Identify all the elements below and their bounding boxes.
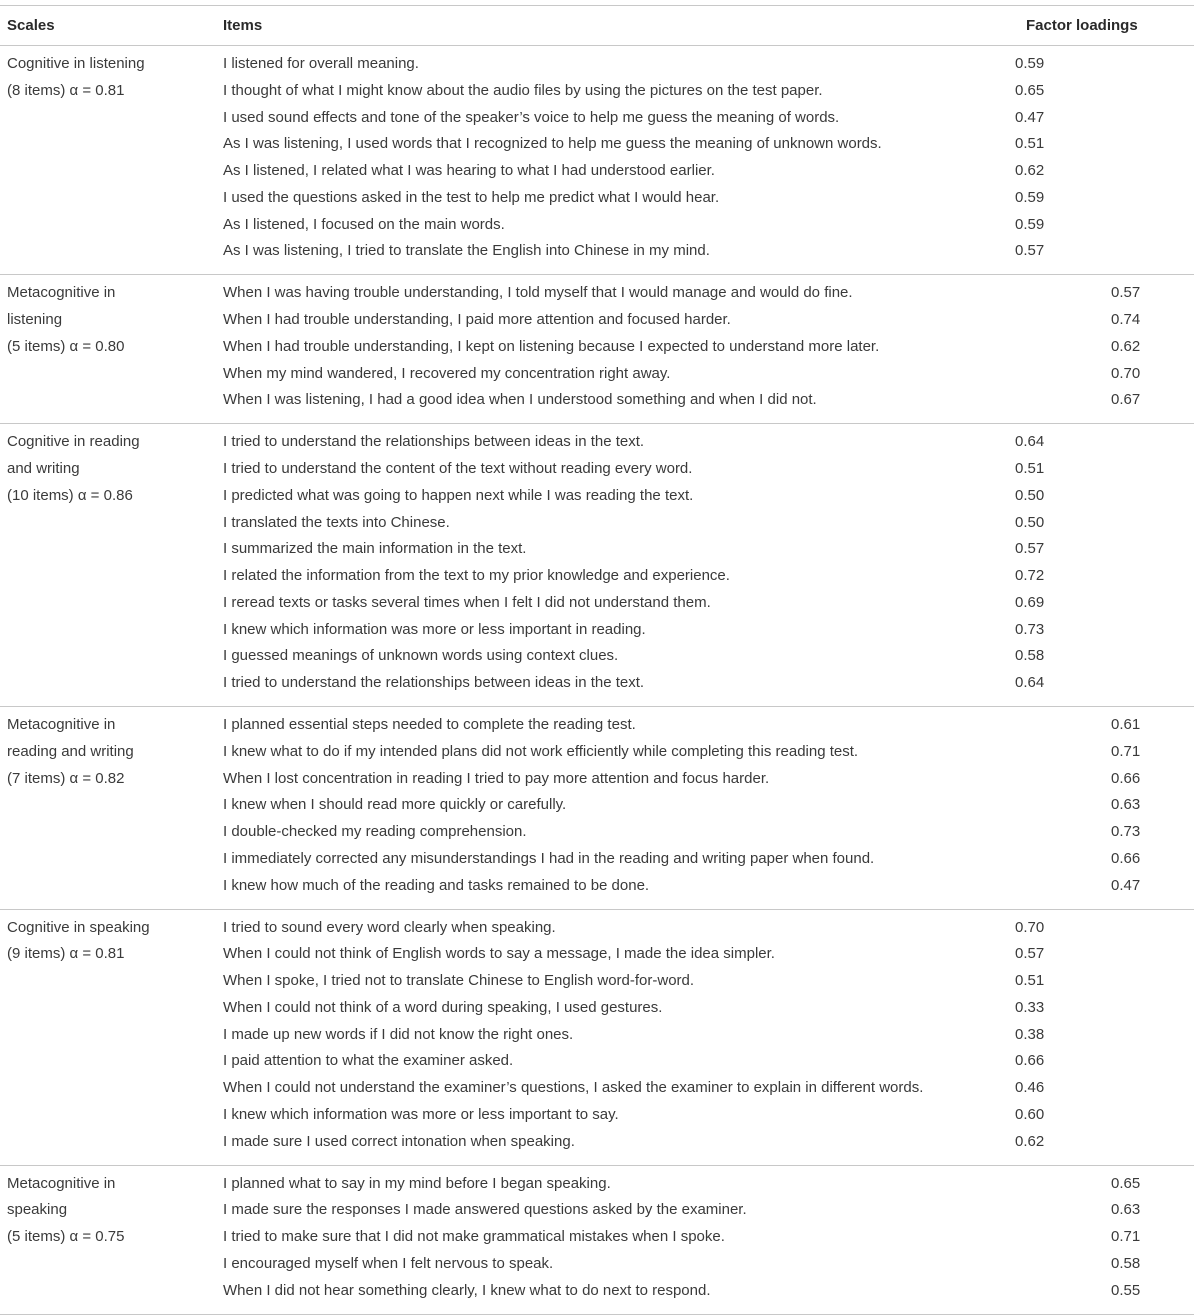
- header-scales: Scales: [7, 17, 55, 34]
- item-text: When I could not think of a word during speaking, I used gestures.: [223, 998, 663, 1016]
- header-items: Items: [223, 17, 263, 34]
- factor-loading-value: 0.73: [1015, 620, 1045, 638]
- factor-loading-value: 0.62: [1015, 162, 1045, 179]
- scale-label-line: Cognitive in reading: [7, 433, 140, 451]
- item-text: I used the questions asked in the test to help me predict what I would hear.: [223, 188, 720, 206]
- item-text: As I listened, I related what I was hearing to what I had understood earlier.: [223, 162, 715, 179]
- factor-loading-value: 0.55: [1111, 1281, 1141, 1299]
- factor-loading-value: 0.62: [1015, 1132, 1045, 1150]
- factor-loading-value: 0.50: [1015, 513, 1045, 531]
- factor-loading-value: 0.71: [1111, 742, 1141, 760]
- item-text: I knew which information was more or less important in reading.: [223, 620, 646, 638]
- factor-loading-value: 0.64: [1015, 674, 1045, 691]
- factor-loading-value: 0.60: [1015, 1105, 1045, 1123]
- scale-label-line: (5 items) α = 0.80: [7, 337, 125, 355]
- group-divider: [0, 1165, 1194, 1166]
- item-text: When I could not think of English words to say a message, I made the idea simpler.: [223, 945, 775, 963]
- factor-loading-value: 0.51: [1015, 460, 1045, 477]
- item-text: As I was listening, I used words that I recognized to help me guess the meaning of unknown words.: [223, 135, 882, 153]
- scale-label-line: (8 items) α = 0.81: [7, 81, 125, 99]
- header-factor-loadings: Factor loadings: [1026, 17, 1138, 34]
- item-text: I summarized the main information in the text.: [223, 540, 527, 558]
- factor-loading-value: 0.50: [1015, 486, 1045, 504]
- factor-loading-value: 0.33: [1015, 998, 1045, 1016]
- group-divider: [0, 909, 1194, 910]
- factor-loading-value: 0.47: [1111, 876, 1141, 894]
- factor-loading-value: 0.59: [1015, 55, 1045, 72]
- item-text: I reread texts or tasks several times when I felt I did not understand them.: [223, 593, 711, 611]
- factor-loading-value: 0.51: [1015, 972, 1045, 989]
- item-text: As I was listening, I tried to translate the English into Chinese in my mind.: [223, 242, 710, 260]
- item-text: When I had trouble understanding, I kept on listening because I expected to understand more later.: [223, 337, 880, 355]
- scale-label-line: (5 items) α = 0.75: [7, 1228, 125, 1245]
- item-text: I tried to understand the relationships between ideas in the text.: [223, 674, 645, 691]
- scale-label-line: reading and writing: [7, 742, 134, 760]
- item-text: When I did not hear something clearly, I knew what to do next to respond.: [223, 1281, 711, 1299]
- factor-loading-value: 0.61: [1111, 716, 1141, 733]
- scale-label-line: Metacognitive in: [7, 716, 116, 733]
- factor-loading-value: 0.65: [1111, 1174, 1141, 1192]
- factor-loading-value: 0.59: [1015, 188, 1045, 206]
- factor-loading-value: 0.71: [1111, 1228, 1141, 1245]
- group-divider: [0, 423, 1194, 424]
- factor-loading-value: 0.46: [1015, 1079, 1045, 1096]
- factor-loading-value: 0.57: [1015, 540, 1045, 558]
- factor-loading-value: 0.66: [1015, 1052, 1045, 1070]
- table-top-rule: [0, 5, 1194, 6]
- scale-label-line: Metacognitive in: [7, 284, 116, 302]
- factor-loading-value: 0.58: [1111, 1254, 1141, 1272]
- item-text: I knew what to do if my intended plans did not work efficiently while completing this reading test.: [223, 742, 859, 760]
- item-text: I used sound effects and tone of the speaker’s voice to help me guess the meaning of words.: [223, 108, 840, 126]
- group-divider: [0, 706, 1194, 707]
- item-text: I double-checked my reading comprehension.: [223, 823, 527, 840]
- group-divider: [0, 274, 1194, 275]
- item-text: I tried to understand the relationships between ideas in the text.: [223, 433, 645, 451]
- item-text: I predicted what was going to happen next while I was reading the text.: [223, 486, 694, 504]
- item-text: I tried to make sure that I did not make grammatical mistakes when I spoke.: [223, 1228, 725, 1245]
- scale-label-line: and writing: [7, 460, 80, 477]
- item-text: As I listened, I focused on the main words.: [223, 215, 505, 233]
- item-text: I translated the texts into Chinese.: [223, 513, 450, 531]
- item-text: When I spoke, I tried not to translate Chinese to English word-for-word.: [223, 972, 695, 989]
- item-text: I immediately corrected any misunderstandings I had in the reading and writing paper when found.: [223, 849, 875, 867]
- item-text: I tried to sound every word clearly when speaking.: [223, 918, 556, 936]
- item-text: I tried to understand the content of the text without reading every word.: [223, 460, 693, 477]
- factor-loading-value: 0.65: [1015, 81, 1045, 99]
- item-text: I made sure I used correct intonation when speaking.: [223, 1132, 575, 1150]
- item-text: When I could not understand the examiner’s questions, I asked the examiner to explain in different words.: [223, 1079, 924, 1096]
- factor-loading-value: 0.66: [1111, 849, 1141, 867]
- factor-loading-value: 0.69: [1015, 593, 1045, 611]
- item-text: I planned what to say in my mind before I began speaking.: [223, 1174, 611, 1192]
- item-text: I made sure the responses I made answered questions asked by the examiner.: [223, 1201, 747, 1219]
- item-text: I thought of what I might know about the audio files by using the pictures on the test paper.: [223, 81, 823, 99]
- scale-label-line: (7 items) α = 0.82: [7, 769, 125, 787]
- item-text: When I lost concentration in reading I tried to pay more attention and focus harder.: [223, 769, 770, 787]
- scale-label-line: Cognitive in listening: [7, 55, 145, 72]
- item-text: I listened for overall meaning.: [223, 55, 419, 72]
- item-text: I knew which information was more or less important to say.: [223, 1105, 619, 1123]
- item-text: I encouraged myself when I felt nervous to speak.: [223, 1254, 554, 1272]
- scale-label-line: Cognitive in speaking: [7, 918, 150, 936]
- factor-loading-value: 0.51: [1015, 135, 1045, 153]
- item-text: I paid attention to what the examiner asked.: [223, 1052, 514, 1070]
- item-text: When I had trouble understanding, I paid more attention and focused harder.: [223, 311, 731, 328]
- factor-loading-value: 0.57: [1111, 284, 1141, 302]
- item-text: I made up new words if I did not know the right ones.: [223, 1025, 574, 1043]
- factor-loading-value: 0.67: [1111, 391, 1141, 409]
- factor-loading-value: 0.64: [1015, 433, 1045, 451]
- item-text: I planned essential steps needed to complete the reading test.: [223, 716, 636, 733]
- factor-loading-value: 0.62: [1111, 337, 1141, 355]
- factor-loading-value: 0.38: [1015, 1025, 1045, 1043]
- header-rule: [0, 45, 1194, 46]
- factor-loading-value: 0.74: [1111, 311, 1141, 328]
- item-text: I knew how much of the reading and tasks remained to be done.: [223, 876, 650, 894]
- item-text: I guessed meanings of unknown words using context clues.: [223, 647, 619, 665]
- factor-loading-value: 0.57: [1015, 945, 1045, 963]
- factor-loading-value: 0.63: [1111, 796, 1141, 814]
- item-text: When my mind wandered, I recovered my concentration right away.: [223, 364, 671, 382]
- scale-label-line: listening: [7, 311, 63, 328]
- scale-label-line: speaking: [7, 1201, 68, 1219]
- factor-loading-value: 0.47: [1015, 108, 1045, 126]
- factor-loading-value: 0.70: [1015, 918, 1045, 936]
- item-text: I related the information from the text to my prior knowledge and experience.: [223, 567, 730, 584]
- item-text: When I was listening, I had a good idea when I understood something and when I did not.: [223, 391, 817, 409]
- scale-label-line: (9 items) α = 0.81: [7, 945, 125, 963]
- factor-loading-value: 0.58: [1015, 647, 1045, 665]
- factor-loading-value: 0.72: [1015, 567, 1045, 584]
- item-text: I knew when I should read more quickly or carefully.: [223, 796, 567, 814]
- factor-loading-value: 0.73: [1111, 823, 1141, 840]
- factor-loading-value: 0.70: [1111, 364, 1141, 382]
- factor-loading-value: 0.59: [1015, 215, 1045, 233]
- scale-label-line: (10 items) α = 0.86: [7, 486, 133, 504]
- factor-loading-value: 0.66: [1111, 769, 1141, 787]
- scale-label-line: Metacognitive in: [7, 1174, 116, 1192]
- group-divider: [0, 1314, 1194, 1315]
- factor-loading-value: 0.57: [1015, 242, 1045, 260]
- factor-loading-value: 0.63: [1111, 1201, 1141, 1219]
- item-text: When I was having trouble understanding, I told myself that I would manage and would do fine.: [223, 284, 853, 302]
